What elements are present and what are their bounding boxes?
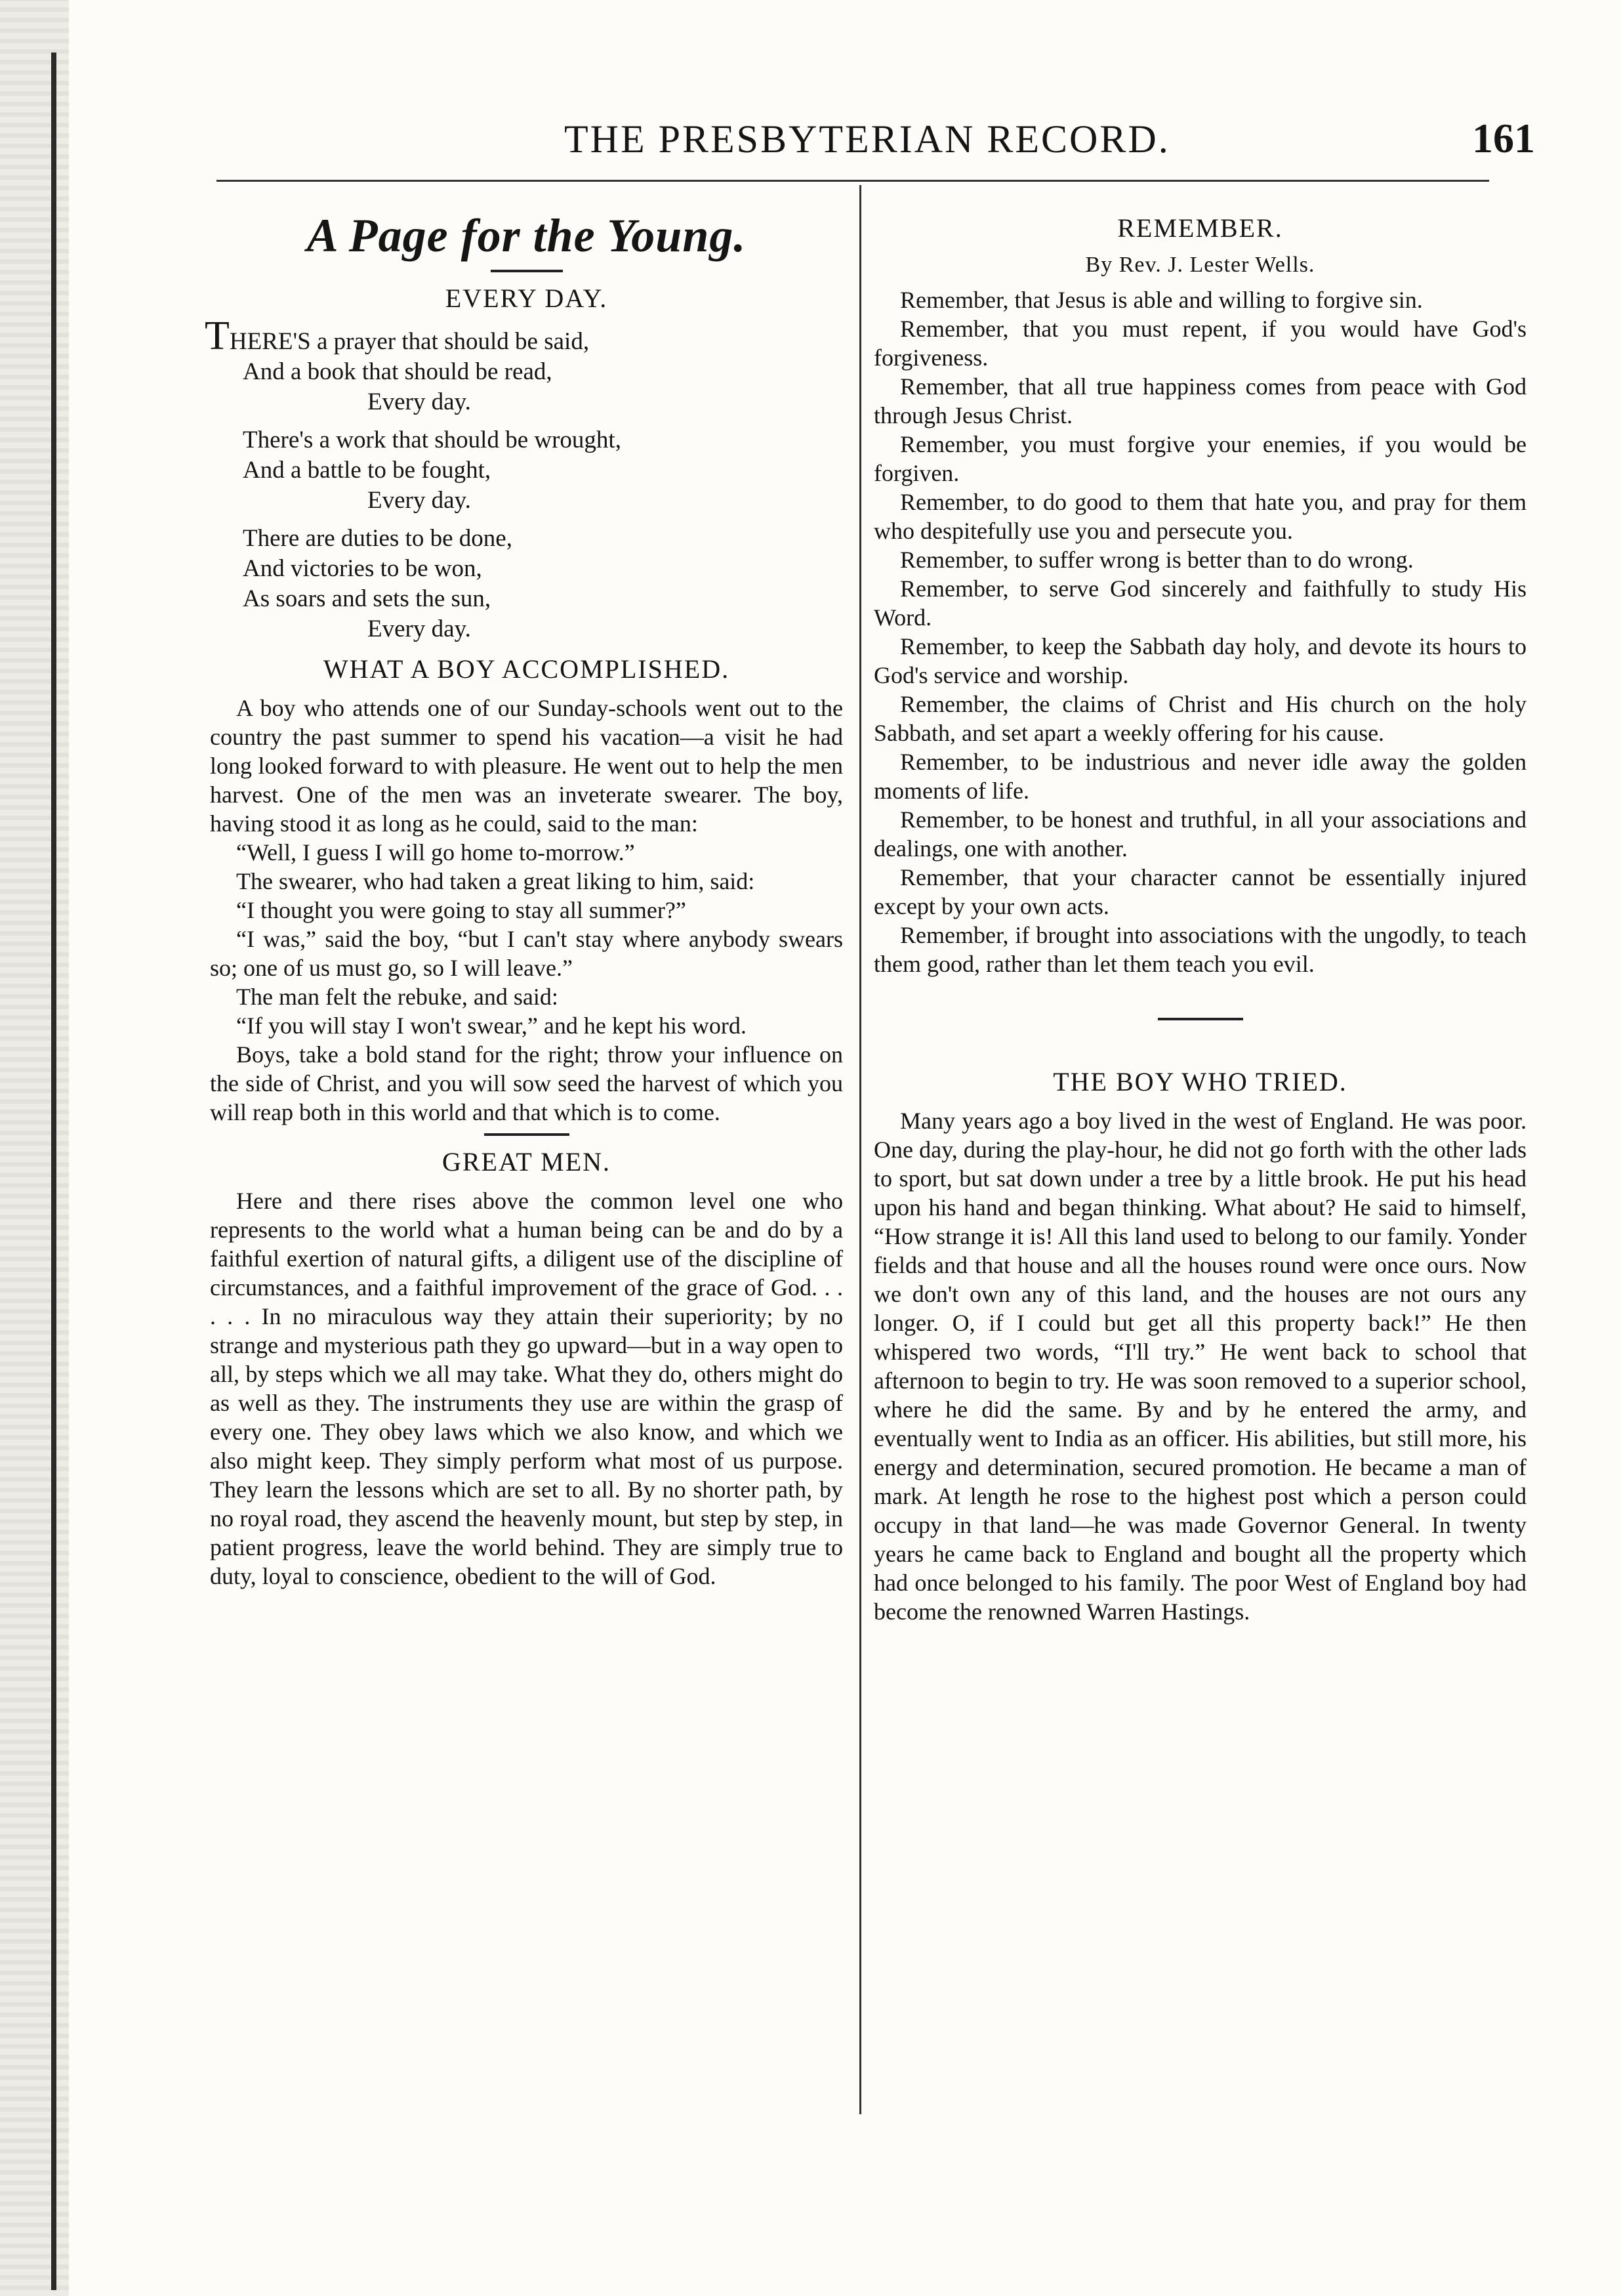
poem-title: EVERY DAY. (445, 283, 608, 313)
paragraph: Remember, that Jesus is able and willing to forgive sin. (900, 287, 1423, 313)
paragraph: Remember, that your character cannot be essentially injured except by your own acts. (874, 864, 1527, 919)
poem-line: And victories to be won, (243, 555, 482, 582)
paragraph: Remember, to suffer wrong is better than to do wrong. (900, 547, 1414, 573)
journal-title: THE PRESBYTERIAN RECORD. (564, 117, 1170, 161)
byline: By Rev. J. Lester Wells. (1085, 253, 1315, 277)
paragraph: “If you will stay I won't swear,” and he kept his word. (236, 1012, 747, 1039)
section-title: A Page for the Young. (306, 209, 747, 262)
article-title: THE BOY WHO TRIED. (1053, 1067, 1347, 1096)
article-title: GREAT MEN. (441, 1147, 611, 1177)
poem-line: There are duties to be done, (243, 525, 512, 552)
paragraph: “I was,” said the boy, “but I can't stay where anybody swears so; one of us must go, so I will leave.” (210, 926, 843, 981)
poem-stanza (243, 524, 843, 644)
article-body (210, 1186, 843, 1591)
paragraph: Remember, you must forgive your enemies, if you would be forgiven. (874, 431, 1527, 486)
poem-every-day (205, 314, 843, 644)
paragraph: Remember, to keep the Sabbath day holy, and devote its hours to God's service and worship. (874, 633, 1527, 688)
poem-line: Every day. (367, 616, 471, 642)
paragraph: Remember, to be honest and truthful, in all your associations and dealings, one with another. (874, 806, 1527, 862)
paragraph: Remember, the claims of Christ and His church on the holy Sabbath, and set apart a weekly offering for his cause. (874, 691, 1527, 746)
paragraph: Remember, to do good to them that hate you, and pray for them who despitefully use you and persecute you. (874, 489, 1527, 544)
page-number: 161 (1472, 115, 1535, 161)
article-body (874, 1106, 1527, 1626)
poem-line: And a book that should be read, (243, 358, 552, 385)
book-binding-edge (0, 0, 69, 2296)
section-rule (484, 1133, 569, 1136)
poem-stanza (243, 425, 843, 516)
poem-line: THERE'S a prayer that should be said, (205, 314, 590, 358)
right-column (874, 197, 1527, 2165)
paragraph: Remember, to be industrious and never idle away the golden moments of life. (874, 749, 1527, 804)
poem-line: There's a work that should be wrought, (243, 427, 621, 453)
paragraph: The swearer, who had taken a great liking to him, said: (236, 868, 755, 894)
title-rule (491, 270, 563, 272)
margin-rule (51, 52, 56, 2290)
paragraph: The man felt the rebuke, and said: (236, 984, 558, 1010)
paragraph: Remember, that you must repent, if you would have God's forgiveness. (874, 316, 1527, 371)
left-column (205, 197, 843, 2165)
column-divider (859, 185, 861, 2114)
paragraph: A boy who attends one of our Sunday-schools went out to the country the past summer to spend his vacation—a visit he had long looked forward to with pleasure. He went out to help the men harvest. One of the men was an inveterate swearer. The boy, having stood it as long as he could, said to the man: (210, 695, 843, 837)
section-rule (1158, 1018, 1243, 1020)
article-body (874, 285, 1527, 978)
poem-line: Every day. (367, 487, 471, 514)
poem-line: Every day. (367, 388, 471, 415)
dropcap-letter: T (205, 314, 230, 358)
poem-stanza (205, 314, 843, 417)
article-title: WHAT A BOY ACCOMPLISHED. (323, 654, 730, 684)
header-rule (216, 180, 1489, 182)
paragraph: Here and there rises above the common level one who represents to the world what a human being can be and do by a faithful exertion of natural gifts, a diligent use of the discipline of circumstances, and a faithful improvement of the grace of God. . . . . . In no miraculous way they attain their superiority; by no strange and mysterious path they go upward—but in a way open to all, by steps which we all may take. What they do, others might do as well as they. The instruments they use are within the grasp of every one. They obey laws which we also know, and which we also might keep. They simply perform what most of us purpose. They learn the lessons which are set to all. By no shorter path, by no royal road, they ascend the heavenly mount, but step by step, in patient progress, leave the world behind. They are simply true to duty, loyal to conscience, obedient to the will of God. (210, 1188, 843, 1589)
paragraph: Remember, that all true happiness comes from peace with God through Jesus Christ. (874, 373, 1527, 428)
paragraph: “I thought you were going to stay all summer?” (236, 897, 686, 923)
paragraph: Remember, if brought into associations with the ungodly, to teach them good, rather than let them teach you evil. (874, 922, 1527, 977)
poem-line: And a battle to be fought, (243, 457, 491, 484)
article-title: REMEMBER. (1117, 213, 1283, 243)
paragraph: Remember, to serve God sincerely and faithfully to study His Word. (874, 575, 1527, 631)
paragraph: “Well, I guess I will go home to-morrow.” (236, 839, 635, 866)
article-body (210, 694, 843, 1127)
poem-line: As soars and sets the sun, (243, 585, 491, 612)
paragraph: Boys, take a bold stand for the right; throw your influence on the side of Christ, and you will sow seed the harvest of which you will reap both in this world and that which is to come. (210, 1041, 843, 1125)
page-header (197, 112, 1535, 171)
paragraph: Many years ago a boy lived in the west of England. He was poor. One day, during the play-hour, he did not go forth with the other lads to sport, but sat down under a tree by a little brook. He put his head upon his hand and began thinking. What about? He said to himself, “How strange it is! All this land used to belong to our family. Yonder fields and that house and all the houses round were once ours. Now we don't own any of this land, and the houses are not ours any longer. O, if I could but get all this property back!” He then whispered two words, “I'll try.” He went back to school that afternoon to begin to try. He was soon removed to a superior school, where he did the same. By and by he entered the army, and eventually went to India as an officer. His abilities, but still more, his energy and determination, secured promotion. He became a man of mark. At length he rose to the highest post which a person could occupy in that land—he was made Governor General. In twenty years he came back to England and bought all the property which had once belonged to his family. The poor West of England boy had become the renowned Warren Hastings. (874, 1108, 1527, 1625)
